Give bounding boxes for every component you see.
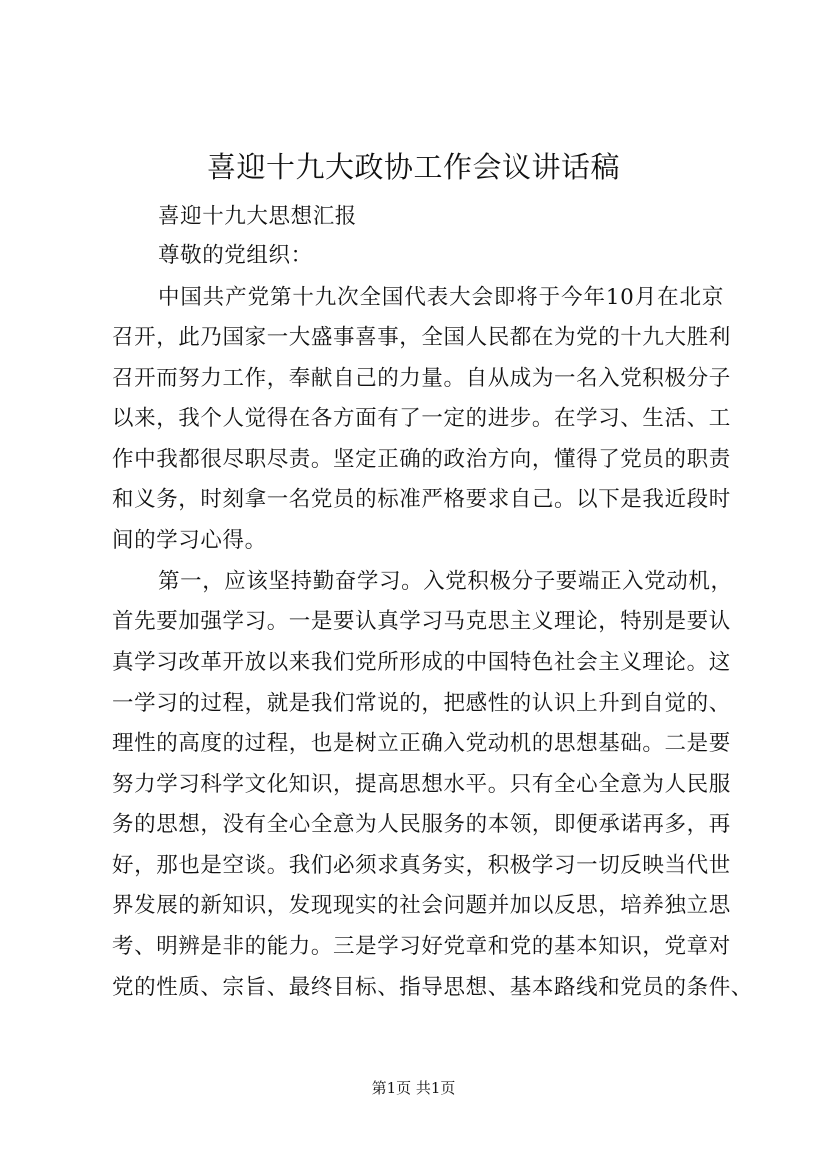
paragraph-line: 召开，此乃国家一大盛事喜事，全国人民都在为党的十九大胜利 — [112, 325, 731, 350]
salutation: 尊敬的党组织： — [158, 243, 313, 268]
page-title: 喜迎十九大政协工作会议讲话稿 — [206, 150, 620, 184]
paragraph-line: 真学习改革开放以来我们党所形成的中国特色社会主义理论。这 — [112, 650, 731, 675]
paragraph-line: 中国共产党第十九次全国代表大会即将于今年10月在北京 — [158, 285, 724, 310]
paragraph-line: 第一，应该坚持勤奋学习。入党积极分子要端正入党动机， — [158, 569, 733, 594]
paragraph-line: 以来，我个人觉得在各方面有了一定的进步。在学习、生活、工 — [112, 406, 731, 431]
paragraph-line: 党的性质、宗旨、最终目标、指导思想、基本路线和党员的条件、 — [112, 975, 753, 1000]
subtitle: 喜迎十九大思想汇报 — [158, 204, 357, 229]
paragraph-line: 务的思想，没有全心全意为人民服务的本领，即便承诺再多，再 — [112, 812, 731, 837]
paragraph-line: 努力学习科学文化知识，提高思想水平。只有全心全意为人民服 — [112, 772, 731, 797]
paragraph-line: 和义务，时刻拿一名党员的标准严格要求自己。以下是我近段时 — [112, 487, 731, 512]
paragraph-line: 作中我都很尽职尽责。坚定正确的政治方向，懂得了党员的职责 — [112, 447, 731, 472]
page-number: 第1页 共1页 — [371, 1079, 456, 1097]
paragraph-line: 好，那也是空谈。我们必须求真务实，积极学习一切反映当代世 — [112, 853, 731, 878]
paragraph-line: 考、明辨是非的能力。三是学习好党章和党的基本知识，党章对 — [112, 934, 731, 959]
paragraph-line: 间的学习心得。 — [112, 528, 267, 553]
paragraph-line: 理性的高度的过程，也是树立正确入党动机的思想基础。二是要 — [112, 731, 731, 756]
paragraph-line: 首先要加强学习。一是要认真学习马克思主义理论，特别是要认 — [112, 609, 731, 634]
paragraph-line: 召开而努力工作，奉献自己的力量。自从成为一名入党积极分子 — [112, 366, 731, 391]
paragraph-line: 一学习的过程，就是我们常说的，把感性的认识上升到自觉的、 — [112, 691, 731, 716]
paragraph-line: 界发展的新知识，发现现实的社会问题并加以反思，培养独立思 — [112, 893, 731, 918]
